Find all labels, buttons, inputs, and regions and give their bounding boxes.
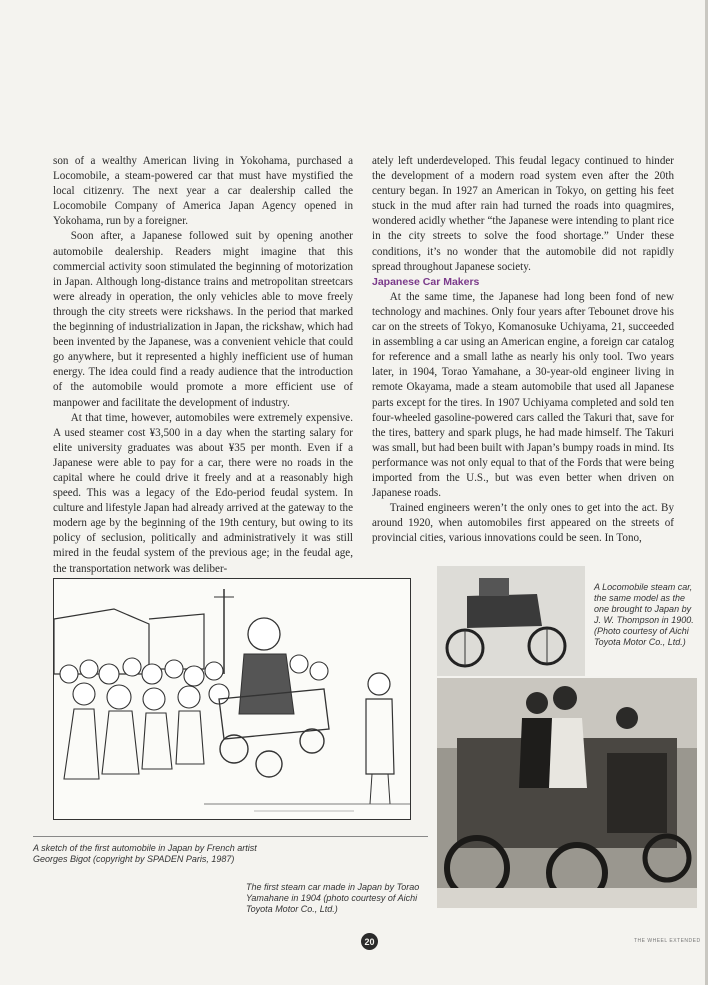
steam-car-drawing (437, 678, 697, 908)
magazine-name: THE WHEEL EXTENDED (634, 938, 701, 944)
steam-car-photo (437, 678, 697, 908)
article-right-column (372, 154, 674, 546)
steam-car-caption: The first steam car made in Japan by Torao Yamahane in 1904 (photo courtesy of Aichi Toyota Motor Co., Ltd.) (246, 882, 420, 914)
paragraph: Trained engineers weren’t the only ones to get into the act. By around 1920, when automobiles first appeared on the streets of provincial cities, various innovations could be seen. In Tono, (372, 502, 674, 545)
paragraph: At that time, however, automobiles were extremely expensive. A used steamer cost ¥3,500 in a day when the starting salary for elite university graduates was about ¥35 per month. Even if a Japanese were able to pay for a car, there were no roads in the capital where he could drive it freely and at a reasonably high speed. This was a legacy of the Edo-period feudal system. In culture and lifestyle Japan had already arrived at the gateway to the modern age by the beginning of the 19th century, but owing to its policy of seclusion, politically and administratively it was still mired in the feudal system of the previous age; in the feudal age, the transportation network was deliber- (53, 411, 353, 575)
locomobile-drawing (437, 566, 585, 676)
page-number: 20 (361, 933, 378, 950)
section-heading: Japanese Car Makers (372, 275, 480, 288)
sketch-illustration (53, 578, 411, 820)
locomobile-photo (437, 566, 585, 676)
locomobile-caption: A Locomobile steam car, the same model as the one brought to Japan by J. W. Thompson in 1900. (Photo courtesy of Aichi Toyota Motor Co., Ltd.) (594, 582, 694, 647)
sketch-caption: A sketch of the first automobile in Japan by French artist Georges Bigot (copyright by SPADEN Paris, 1987) (33, 843, 257, 864)
sketch-drawing (54, 579, 410, 819)
paragraph: son of a wealthy American living in Yokohama, purchased a Locomobile, a steam-powered car that must have mystified the local citizenry. The next year a car dealership called the Locomobile Company of America Japan Agency opened in Yokohama, run by a foreigner. (53, 155, 353, 228)
article-left-column (53, 154, 353, 577)
paragraph: Soon after, a Japanese followed suit by opening another automobile dealership. Readers might imagine that this commercial activity soon stimulated the beginning of motorization in Japan. Although long-distance trains and metropolitan streetcars were already in operation, the only vehicles able to move freely through the city streets were rickshaws. In the period that marked the beginning of industrialization in Japan, the rickshaw, which had been invented by the Japanese, was a convenient vehicle that could go anywhere, but it represented a highly inefficient use of human energy. The idea could find a ready audience that the introduction of the automobile would promote a more efficient use of manpower and facilitate the development of industry. (53, 230, 353, 409)
caption-divider (33, 836, 428, 837)
paragraph: ately left underdeveloped. This feudal legacy continued to hinder the development of a modern road system even after the 20th century began. In 1927 an American in Tokyo, on getting his feet stuck in the mud after rain had turned the roads into quagmires, wondered acidly whether “the Japanese were intending to plant rice in the city streets to solve the food shortage.” Under these conditions, it’s no wonder that the automobile did not rapidly spread throughout Japanese society. (372, 155, 674, 273)
paragraph: At the same time, the Japanese had long been fond of new technology and machines. Only four years after Tebounet drove his car on the streets of Tokyo, Komanosuke Uchiyama, 21, succeeded in assembling a car using an American engine, a foreign car catalog for reference and a small lathe as nearly his only tool. Two years later, in 1904, Torao Yamahane, a 30-year-old engineer living in remote Okayama, made a steam automobile that used all Japanese parts except for the tires. In 1907 Uchiyama completed and sold ten four-wheeled gasoline-powered cars called the Takuri that, save for the tires, battery and spark plugs, he had made himself. The Takuri was small, but had been built with Japan’s bumpy roads in mind. Its performance was not only equal to that of the Fords that were being imported from the U.S., but was even better when driven on Japanese roads. (372, 290, 674, 500)
